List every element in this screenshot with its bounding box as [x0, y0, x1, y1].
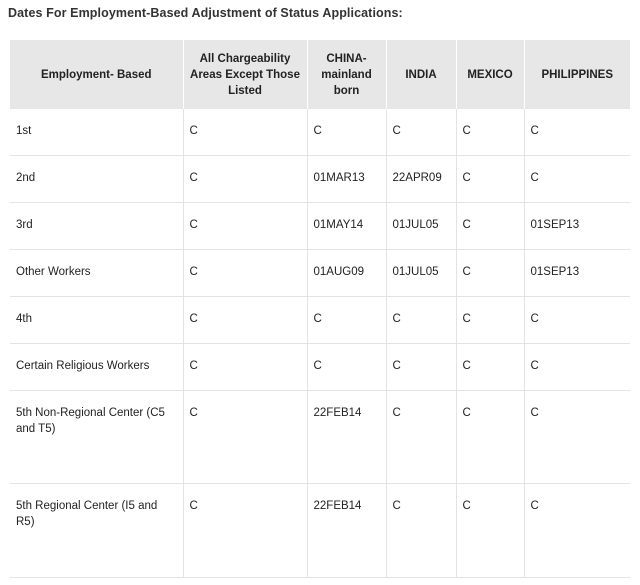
date-cell: C	[307, 344, 386, 391]
table-row	[10, 250, 630, 297]
date-cell: 01AUG09	[307, 250, 386, 297]
category-cell: 2nd	[10, 156, 183, 203]
date-cell: C	[183, 203, 307, 250]
date-cell: C	[456, 156, 524, 203]
table-row	[10, 203, 630, 250]
date-cell: C	[456, 391, 524, 484]
date-cell: C	[307, 297, 386, 344]
category-cell: 5th Regional Center (I5 and R5)	[10, 484, 183, 578]
date-cell: 22FEB14	[307, 484, 386, 578]
date-cell: 01JUL05	[386, 203, 456, 250]
category-cell: Other Workers	[10, 250, 183, 297]
category-cell: 1st	[10, 109, 183, 156]
category-cell: Certain Religious Workers	[10, 344, 183, 391]
table-row	[10, 391, 630, 484]
date-cell: C	[183, 156, 307, 203]
date-cell: C	[183, 297, 307, 344]
table-row	[10, 297, 630, 344]
date-cell: C	[183, 484, 307, 578]
date-cell: C	[456, 250, 524, 297]
date-cell: 01MAY14	[307, 203, 386, 250]
visa-bulletin-table	[10, 40, 630, 578]
date-cell: 01MAR13	[307, 156, 386, 203]
date-cell: C	[524, 484, 630, 578]
table-row	[10, 109, 630, 156]
date-cell: C	[524, 297, 630, 344]
category-cell: 5th Non-Regional Center (C5 and T5)	[10, 391, 183, 484]
date-cell: C	[524, 109, 630, 156]
header-mexico: MEXICO	[456, 40, 524, 109]
date-cell: C	[183, 109, 307, 156]
date-cell: C	[524, 344, 630, 391]
table-row	[10, 484, 630, 578]
date-cell: C	[456, 344, 524, 391]
table-row	[10, 344, 630, 391]
category-cell: 4th	[10, 297, 183, 344]
date-cell: C	[307, 109, 386, 156]
category-cell: 3rd	[10, 203, 183, 250]
date-cell: C	[183, 250, 307, 297]
date-cell: 22FEB14	[307, 391, 386, 484]
date-cell: C	[524, 391, 630, 484]
date-cell: 01SEP13	[524, 203, 630, 250]
header-row	[10, 40, 630, 109]
date-cell: C	[524, 156, 630, 203]
date-cell: C	[386, 484, 456, 578]
date-cell: C	[386, 297, 456, 344]
date-cell: C	[183, 391, 307, 484]
table-row	[10, 156, 630, 203]
table-caption: Dates For Employment-Based Adjustment of Status Applications:	[8, 6, 403, 20]
date-cell: 22APR09	[386, 156, 456, 203]
date-cell: C	[386, 109, 456, 156]
date-cell: C	[456, 297, 524, 344]
date-cell: C	[183, 344, 307, 391]
date-cell: 01SEP13	[524, 250, 630, 297]
date-cell: C	[386, 391, 456, 484]
date-cell: 01JUL05	[386, 250, 456, 297]
header-philippines: PHILIPPINES	[524, 40, 630, 109]
header-employment-based: Employment- Based	[10, 40, 183, 109]
header-china: CHINA-mainland born	[307, 40, 386, 109]
date-cell: C	[386, 344, 456, 391]
date-cell: C	[456, 109, 524, 156]
date-cell: C	[456, 203, 524, 250]
header-india: INDIA	[386, 40, 456, 109]
date-cell: C	[456, 484, 524, 578]
header-all-chargeability: All Chargeability Areas Except Those Listed	[183, 40, 307, 109]
